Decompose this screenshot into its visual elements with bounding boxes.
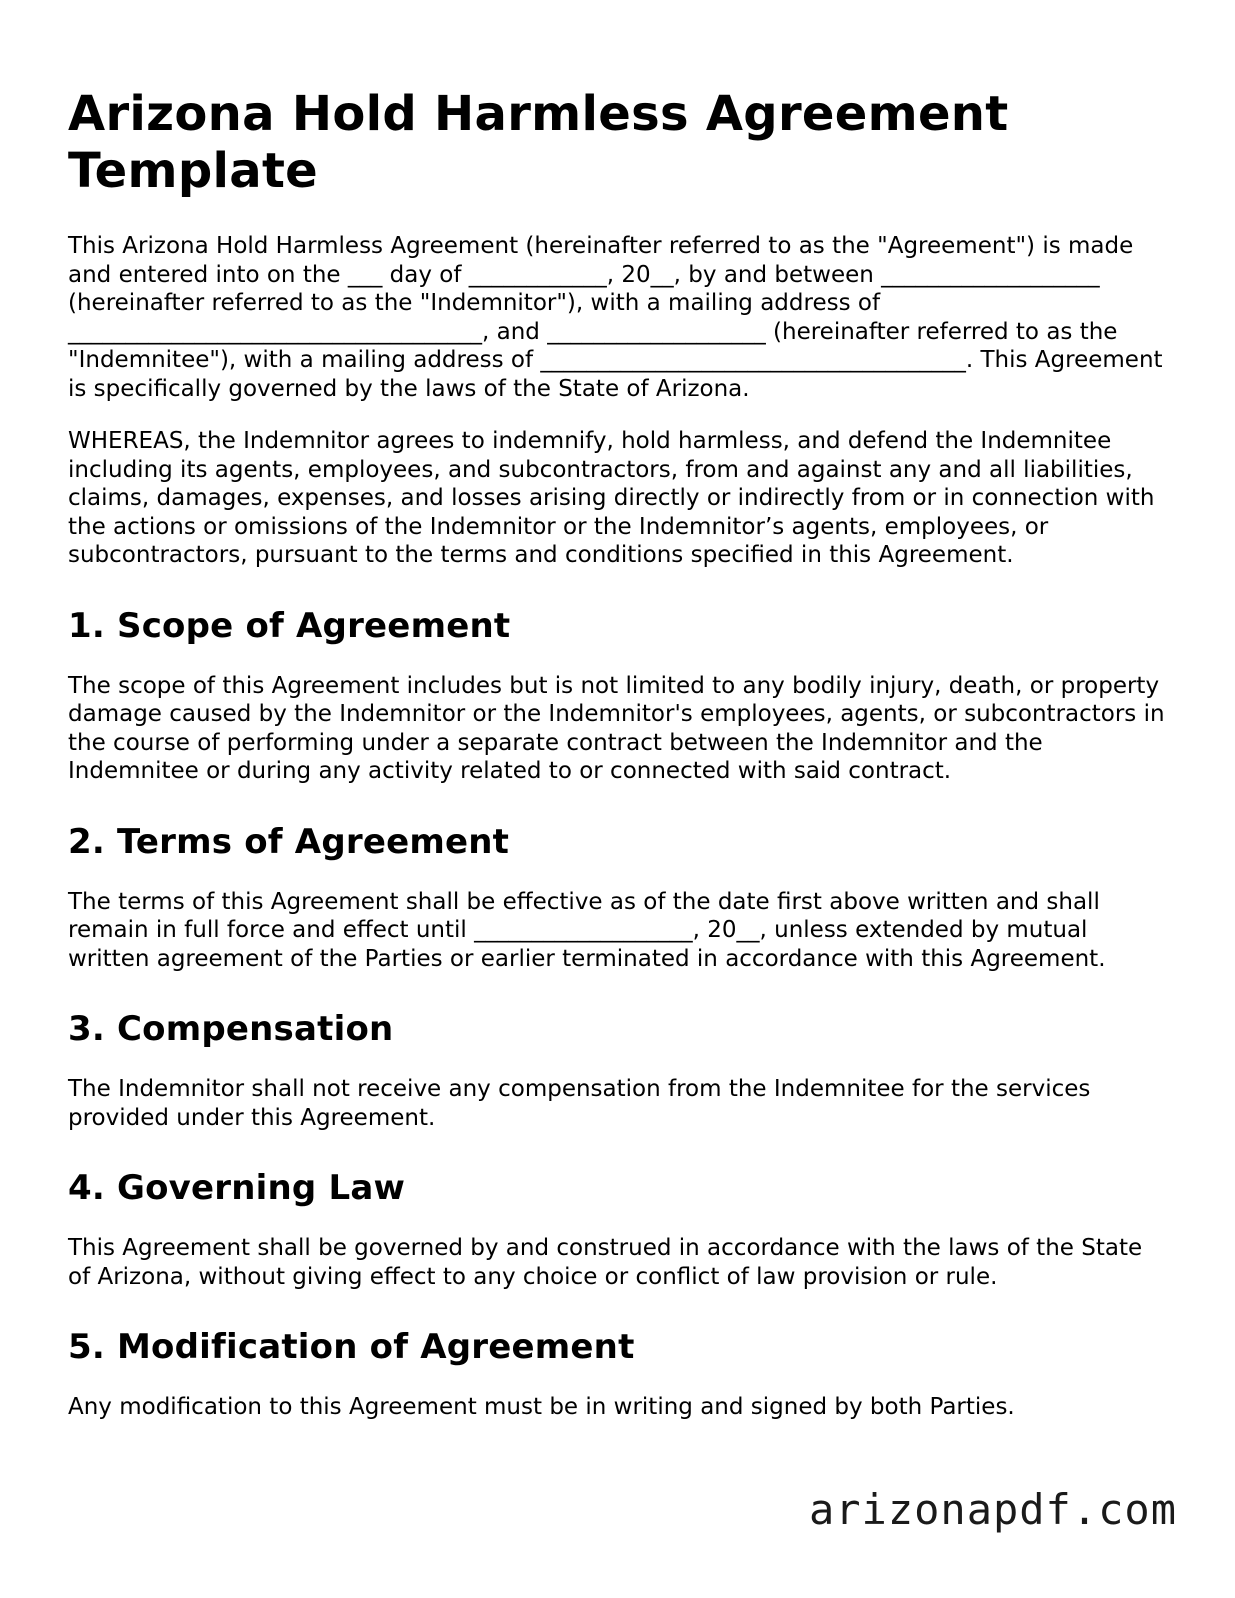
site-watermark: arizonapdf.com [808, 1485, 1177, 1534]
section-heading: 4. Governing Law [68, 1168, 406, 1208]
section-heading: 1. Scope of Agreement [68, 605, 511, 646]
section-modification [68, 1327, 1168, 1422]
section-body: Any modification to this Agreement must be in writing and signed by both Parties. [68, 1394, 1015, 1420]
section-compensation [68, 1009, 1168, 1132]
section-body: The Indemnitor shall not receive any compensation from the Indemnitee for the services provided under this Agreement. [68, 1076, 1091, 1131]
document-page [68, 86, 1168, 1446]
section-heading: 2. Terms of Agreement [68, 821, 510, 862]
section-heading: 3. Compensation [68, 1009, 394, 1049]
section-body: The terms of this Agreement shall be effective as of the date first above written and shall remain in full force and effect until ___________________, 20__, unless extended by mutual written agreement of the Parties or earlier terminated in accordance with this Agreement. [68, 888, 1106, 972]
intro-paragraph-whereas: WHEREAS, the Indemnitor agrees to indemnify, hold harmless, and defend the Indemnitee including its agents, employees, and subcontractors, from and against any and all liabilities, claims, damages, expenses, and losses arising directly or indirectly from or in connection with the actions or omissions of the Indemnitor or the Indemnitor’s agents, employees, or subcontractors, pursuant to the terms and conditions specified in this Agreement. [68, 428, 1155, 568]
section-governing-law [68, 1168, 1168, 1291]
section-heading: 5. Modification of Agreement [68, 1327, 635, 1367]
document-title: Arizona Hold Harmless Agreement Template [68, 86, 1009, 199]
section-terms [68, 822, 1168, 974]
section-body: This Agreement shall be governed by and construed in accordance with the laws of the State of Arizona, without giving effect to any choice or conflict of law provision or rule. [68, 1235, 1143, 1290]
section-body: The scope of this Agreement includes but is not limited to any bodily injury, death, or property damage caused by the Indemnitor or the Indemnitor's employees, agents, or subcontractors in the course of performing under a separate contract between the Indemnitor and the Indemnitee or during any activity related to or connected with said contract. [68, 672, 1165, 784]
section-scope [68, 606, 1168, 786]
intro-paragraph-parties: This Arizona Hold Harmless Agreement (hereinafter referred to as the "Agreement") is made and entered into on the ___ day of ____________, 20__, by and between ___________________ (hereinafter referred to as the "Indemnitor"), with a mailing address of ____________________________________, and ___________________ (hereinafter referred to as the "Indemnitee"), with a mailing address of _____________________________________. This Agreement is specifically governed by the laws of the State of Arizona. [68, 233, 1163, 402]
